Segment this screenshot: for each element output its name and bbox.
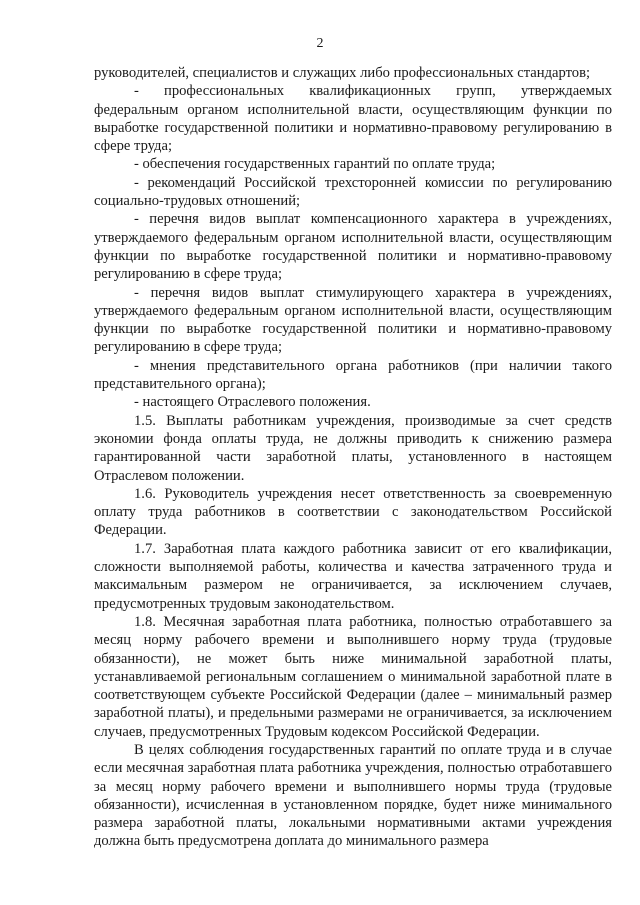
paragraph-guarantees: В целях соблюдения государственных гарантий по оплате труда и в случае если месячная заработная плата работника учреждения, полностью отработавшего за месяц норму рабочего времени и выполнившего нормы труда (трудовые обязанности), исчисленная в установленном порядке, будет ниже минимального размера заработной платы, локальными нормативными актами учреждения должна быть предусмотрена доплата до минимального размера: [94, 741, 612, 850]
paragraph-list-item: - перечня видов выплат стимулирующего характера в учреждениях, утверждаемого федеральным органом исполнительной власти, осуществляющим функции по выработке государственной политики и нормативно-правовому регулированию в сфере труда;: [94, 284, 612, 356]
paragraph-1-8: 1.8. Месячная заработная плата работника, полностью отработавшего за месяц норму рабочего времени и выполнившего норму труда (трудовые обязанности), не может быть ниже минимальной заработной платы, устанавливаемой региональным соглашением о минимальной заработной плате в соответствующем субъекте Российской Федерации (далее – минимальный размер заработной платы), и предельными размерами не ограничивается, за исключением случаев, предусмотренных Трудовым кодексом Российской Федерации.: [94, 613, 612, 740]
paragraph-list-item: - обеспечения государственных гарантий по оплате труда;: [134, 156, 496, 173]
paragraph-list-item: - перечня видов выплат компенсационного характера в учреждениях, утверждаемого федеральным органом исполнительной власти, осуществляющим функции по выработке государственной политики и нормативно-правовому регулированию в сфере труда;: [94, 211, 612, 283]
document-body: [94, 64, 612, 851]
paragraph-list-item: - мнения представительного органа работников (при наличии такого представительного органа);: [94, 357, 612, 393]
paragraph-1-6: 1.6. Руководитель учреждения несет ответственность за своевременную оплату труда работников в соответствии с законодательством Российской Федерации.: [94, 485, 612, 539]
paragraph-list-item: - рекомендаций Российской трехсторонней комиссии по регулированию социально-трудовых отношений;: [94, 174, 612, 210]
paragraph-1-7: 1.7. Заработная плата каждого работника зависит от его квалификации, сложности выполняемой работы, количества и качества затраченного труда и максимальным размером не ограничивается, за исключением случаев, предусмотренных трудовым законодательством.: [94, 540, 612, 612]
paragraph-list-item: - профессиональных квалификационных групп, утверждаемых федеральным органом исполнительной власти, осуществляющим функции по выработке государственной политики и нормативно-правовому регулированию в сфере труда;: [94, 83, 612, 155]
paragraph-1-5: 1.5. Выплаты работникам учреждения, производимые за счет средств экономии фонда оплаты труда, не должны приводить к снижению размера гарантированной части заработной платы, установленного в настоящем Отраслевом положении.: [94, 412, 612, 484]
paragraph-list-item: - настоящего Отраслевого положения.: [134, 394, 371, 411]
paragraph-continuation: руководителей, специалистов и служащих либо профессиональных стандартов;: [94, 65, 591, 81]
page-number: 2: [316, 36, 324, 51]
